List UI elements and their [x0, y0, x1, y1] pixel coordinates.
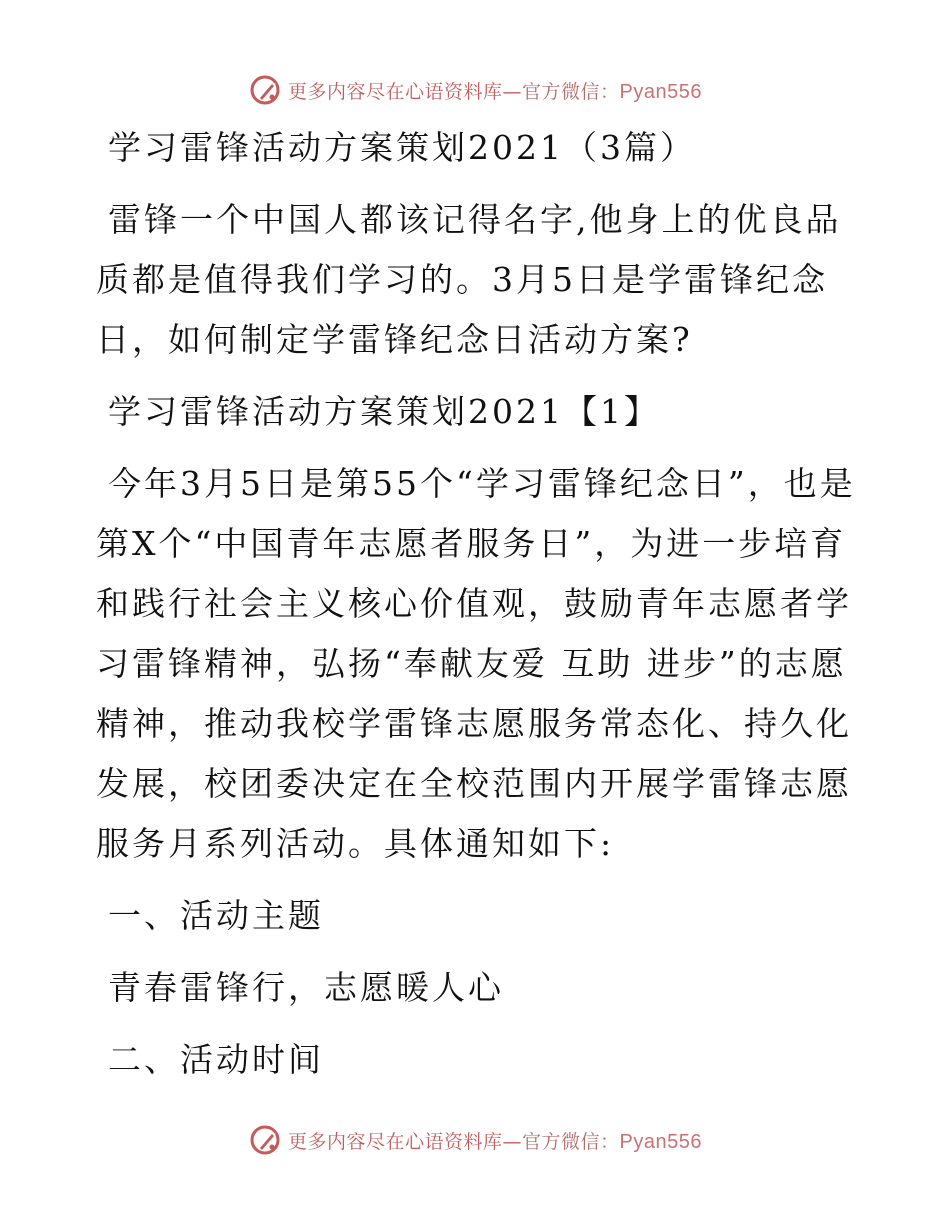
section-heading: 学习雷锋活动方案策划2021【1】 [108, 392, 660, 431]
watermark-separator: — [502, 80, 523, 103]
watermark-main: 更多内容尽在心语资料库 [288, 1130, 503, 1153]
body-paragraph: 今年3月5日是第55个“学习雷锋纪念日”，也是第X个“中国青年志愿者服务日”，为进一步培育和践行社会主义核心价值观，鼓励青年志愿者学习雷锋精神，弘扬“奉献友爱 互助 进步”的志愿精神，推动我校学雷锋志愿服务常态化、持久化发展，校团委决定在全校范围内开展学雷锋志愿服务月系列活动。具体通知如下: [96, 464, 856, 863]
item1-text: 青春雷锋行，志愿暖人心 [108, 968, 504, 1007]
item2-heading: 二、活动时间 [108, 1040, 324, 1079]
item1-heading: 一、活动主题 [108, 896, 324, 935]
pen-swirl-icon [248, 73, 282, 107]
watermark-text [288, 77, 702, 104]
watermark-wechat-label: 官方微信： [522, 80, 620, 103]
watermark-wechat-id: Pyan556 [619, 80, 702, 103]
intro-paragraph: 雷锋一个中国人都该记得名字,他身上的优良品质都是值得我们学习的。3月5日是学雷锋纪念日，如何制定学雷锋纪念日活动方案? [96, 200, 842, 359]
watermark-main: 更多内容尽在心语资料库 [288, 80, 503, 103]
footer-watermark [0, 1120, 950, 1160]
watermark-wechat-id: Pyan556 [619, 1130, 702, 1153]
watermark-text [288, 1127, 702, 1154]
header-watermark [0, 70, 950, 110]
pen-swirl-icon [248, 1123, 282, 1157]
watermark-separator: — [502, 1130, 523, 1153]
document-body [96, 118, 856, 1090]
watermark-wechat-label: 官方微信： [522, 1130, 620, 1153]
document-title: 学习雷锋活动方案策划2021（3篇） [108, 128, 696, 167]
